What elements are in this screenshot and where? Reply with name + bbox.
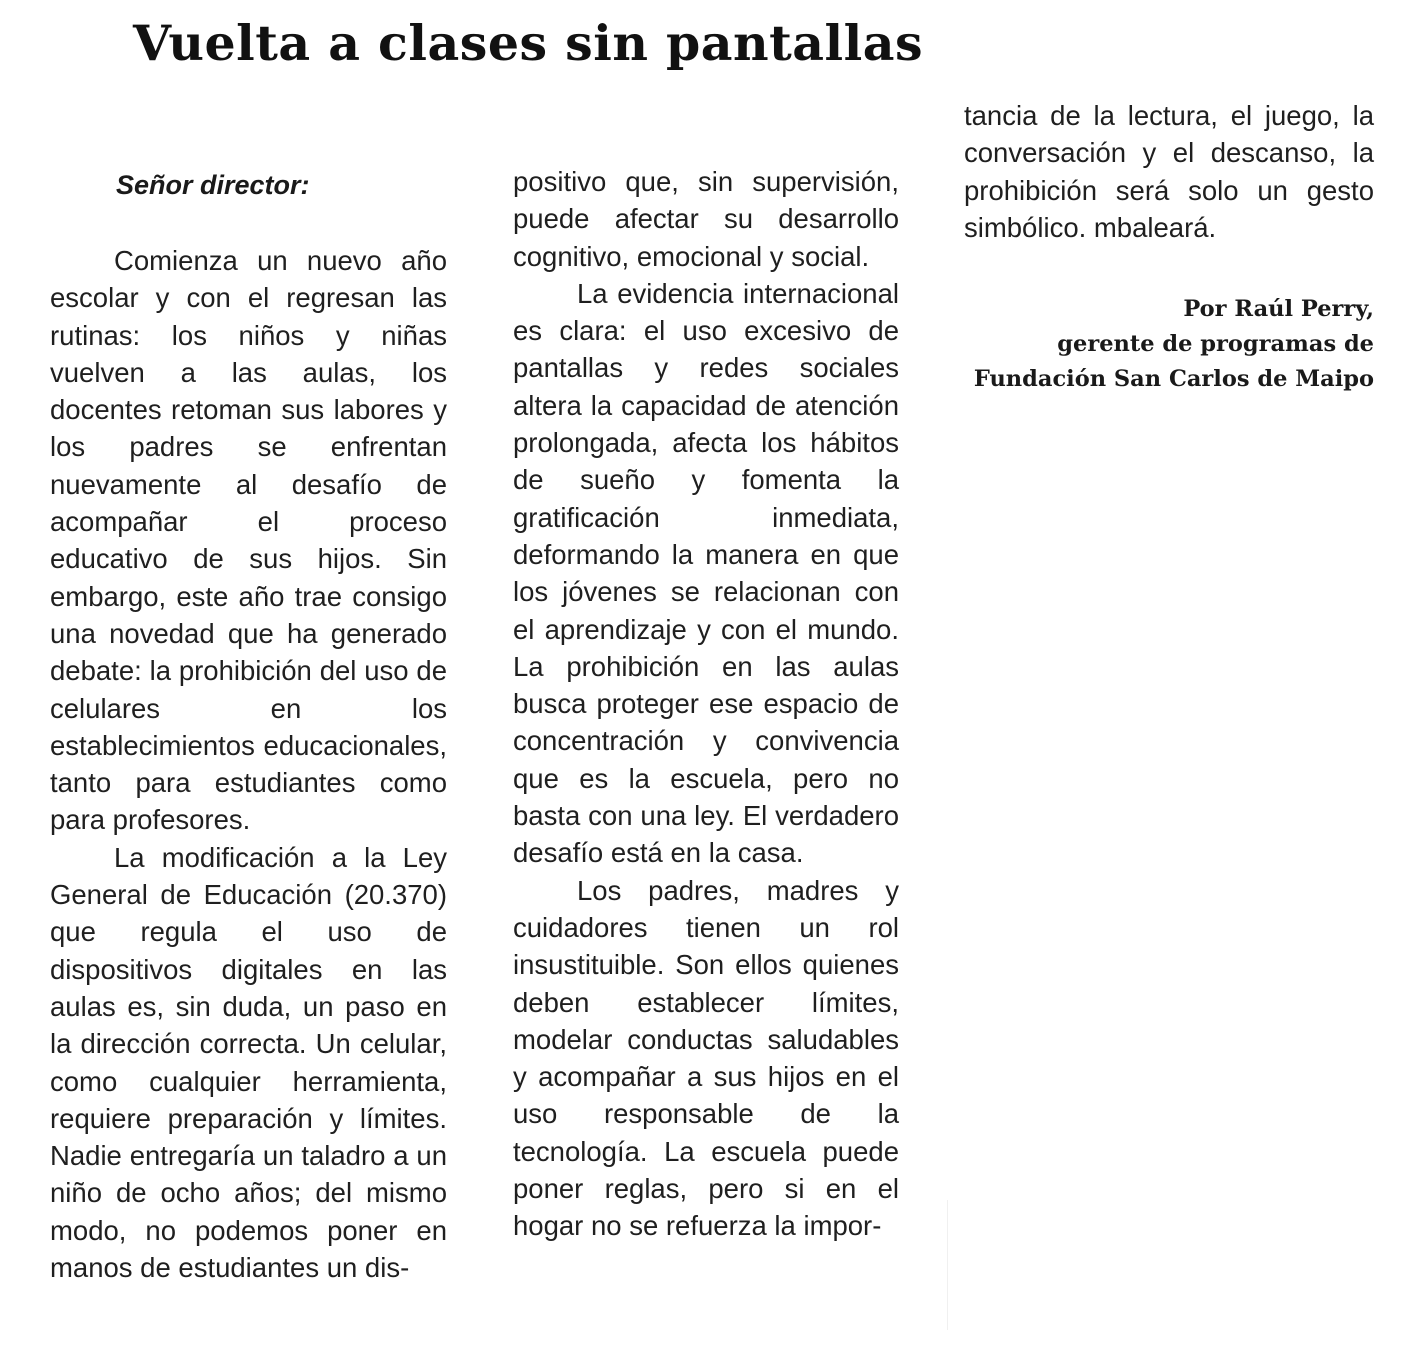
paragraph-continuation: tancia de la lectura, el juego, la conversación y el descanso, la prohibición será solo un gesto simbólico. mbaleará.: [964, 100, 1374, 243]
column-1: [50, 167, 447, 1286]
headline: Vuelta a clases sin pantallas: [133, 14, 924, 72]
paragraph: Los padres, madres y cuidadores tienen un rol insustituible. Son ellos quienes deben establecer límites, modelar conductas saludables y acompañar a sus hijos en el uso responsable de la tecnología. La escuela puede poner reglas, pero si en el hogar no se refuerza la impor-: [513, 874, 899, 1242]
column-divider: [947, 1200, 948, 1330]
column-2: [513, 163, 899, 1245]
column-3: [964, 97, 1374, 397]
paragraph-continuation: positivo que, sin supervisión, puede afectar su desarrollo cognitivo, emocional y social.: [513, 166, 899, 272]
signature-organization: Fundación San Carlos de Maipo: [973, 366, 1374, 393]
signature-author: Por Raúl Perry,: [1183, 296, 1374, 323]
paragraph: La evidencia internacional es clara: el uso excesivo de pantallas y redes sociales altera la capacidad de atención prolongada, afecta los hábitos de sueño y fomenta la gratificación inmediata, deformando la manera en que los jóvenes se relacionan con el aprendizaje y con el mundo. La prohibición en las aulas busca proteger ese espacio de concentración y convivencia que es la escuela, pero no basta con una ley. El verdadero desafío está en la casa.: [513, 277, 899, 869]
paragraph: Comienza un nuevo año escolar y con el regresan las rutinas: los niños y niñas vuelven a las aulas, los docentes retoman sus labores y los padres se enfrentan nuevamente al desafío de acompañar el proceso educativo de sus hijos. Sin embargo, este año trae consigo una novedad que ha generado debate: la prohibición del uso de celulares en los establecimientos educacionales, tanto para estudiantes como para profesores.: [50, 245, 447, 836]
paragraph: La modificación a la Ley General de Educación (20.370) que regula el uso de dispositivos digitales en las aulas es, sin duda, un paso en la dirección correcta. Un celular, como cualquier herramienta, requiere preparación y límites. Nadie entregaría un taladro a un niño de ocho años; del mismo modo, no podemos poner en manos de estudiantes un dis-: [50, 841, 447, 1284]
salutation: Señor director:: [116, 170, 310, 200]
signature-role: gerente de programas de: [1057, 331, 1374, 358]
signature: [964, 292, 1374, 397]
